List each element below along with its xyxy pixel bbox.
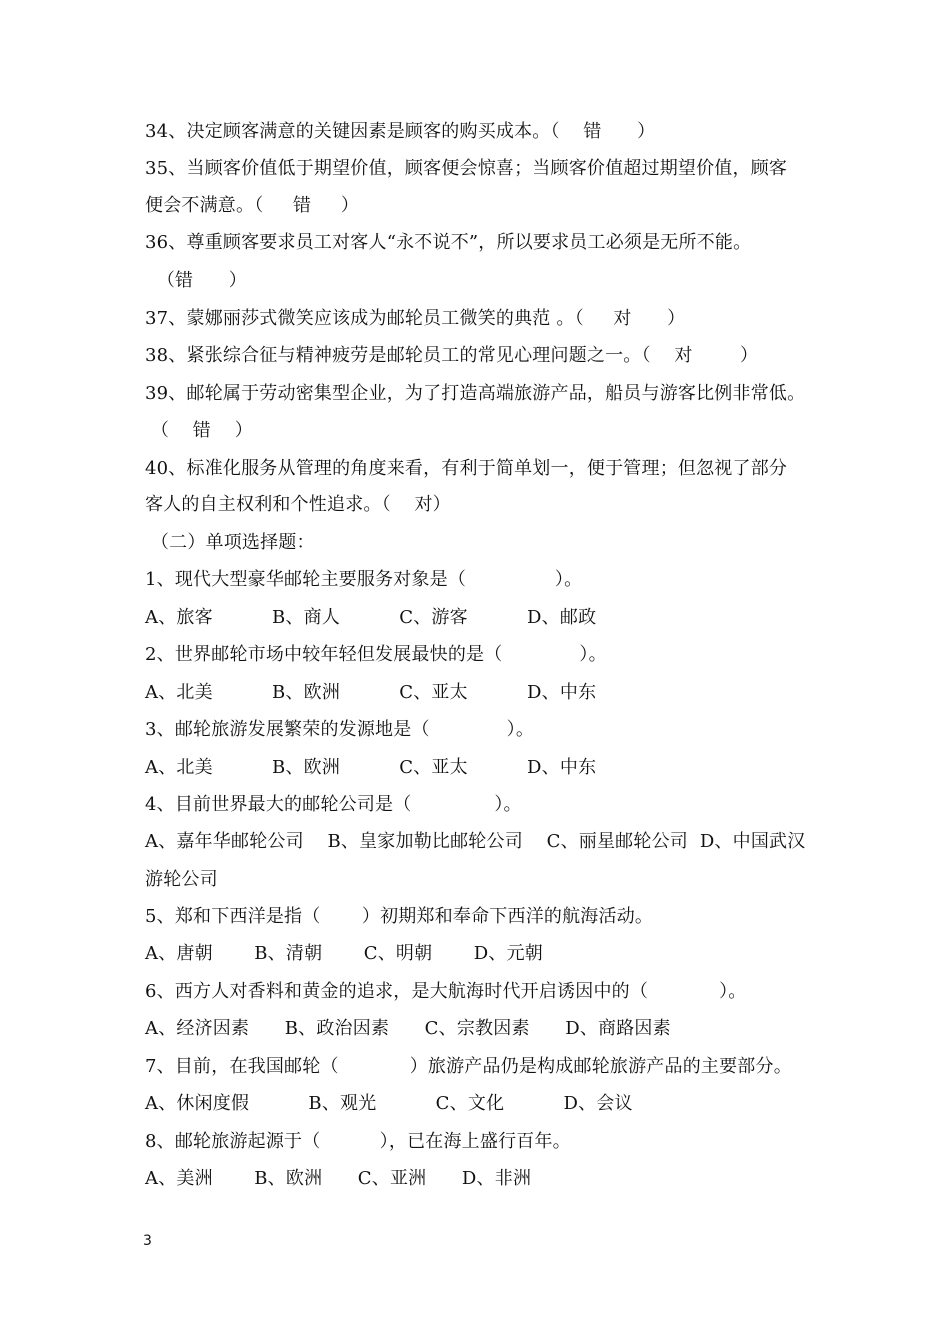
question-text: 2、世界邮轮市场中较年轻但发展最快的是（ ）。	[145, 644, 607, 665]
text-line: 客人的自主权利和个性追求。（ 对）	[145, 494, 451, 515]
text-line: 便会不满意。（ 错 ）	[145, 195, 360, 216]
text-line: （ 错 ）	[145, 420, 253, 441]
section-heading: （二）单项选择题：	[145, 532, 315, 553]
question-text: 4、目前世界最大的邮轮公司是（ ）。	[145, 794, 522, 815]
answer-options: A、北美 B、欧洲 C、亚太 D、中东	[145, 757, 597, 778]
page-number: 3	[143, 1233, 152, 1249]
question-text: 1、现代大型豪华邮轮主要服务对象是（ ）。	[145, 569, 583, 590]
question-text: 6、西方人对香料和黄金的追求，是大航海时代开启诱因中的（ ）。	[145, 981, 747, 1002]
answer-options: A、北美 B、欧洲 C、亚太 D、中东	[145, 682, 597, 703]
answer-options: A、休闲度假 B、观光 C、文化 D、会议	[145, 1093, 633, 1114]
answer-options: A、嘉年华邮轮公司 B、皇家加勒比邮轮公司 C、丽星邮轮公司 D、中国武汉	[145, 831, 806, 852]
text-line: 40、标准化服务从管理的角度来看，有利于简单划一，便于管理；但忽视了部分	[145, 458, 788, 479]
text-line: 37、蒙娜丽莎式微笑应该成为邮轮员工微笑的典范 。（ 对 ）	[145, 308, 686, 329]
text-line: 39、邮轮属于劳动密集型企业，为了打造高端旅游产品，船员与游客比例非常低。	[145, 383, 806, 404]
text-line: 38、紧张综合征与精神疲劳是邮轮员工的常见心理问题之一。（ 对 ）	[145, 345, 759, 366]
answer-options: A、旅客 B、商人 C、游客 D、邮政	[145, 607, 597, 628]
question-text: 8、邮轮旅游起源于（ ），已在海上盛行百年。	[145, 1131, 571, 1152]
text-line: 35、当顾客价值低于期望价值，顾客便会惊喜；当顾客价值超过期望价值，顾客	[145, 158, 788, 179]
answer-options: A、美洲 B、欧洲 C、亚洲 D、非洲	[145, 1168, 532, 1189]
question-text: 3、邮轮旅游发展繁荣的发源地是（ ）。	[145, 719, 535, 740]
answer-options: A、经济因素 B、政治因素 C、宗教因素 D、商路因素	[145, 1018, 671, 1039]
text-line: 36、尊重顾客要求员工对客人“永不说不”，所以要求员工必须是无所不能。	[145, 232, 752, 253]
text-line: （错 ）	[145, 270, 247, 291]
answer-options: A、唐朝 B、清朝 C、明朝 D、元朝	[145, 943, 543, 964]
text-line: 34、决定顾客满意的关键因素是顾客的购买成本。（ 错 ）	[145, 121, 656, 142]
question-text: 5、郑和下西洋是指（ ）初期郑和奉命下西洋的航海活动。	[145, 906, 654, 927]
answer-options: 游轮公司	[145, 869, 218, 890]
question-text: 7、目前，在我国邮轮（ ）旅游产品仍是构成邮轮旅游产品的主要部分。	[145, 1056, 792, 1077]
